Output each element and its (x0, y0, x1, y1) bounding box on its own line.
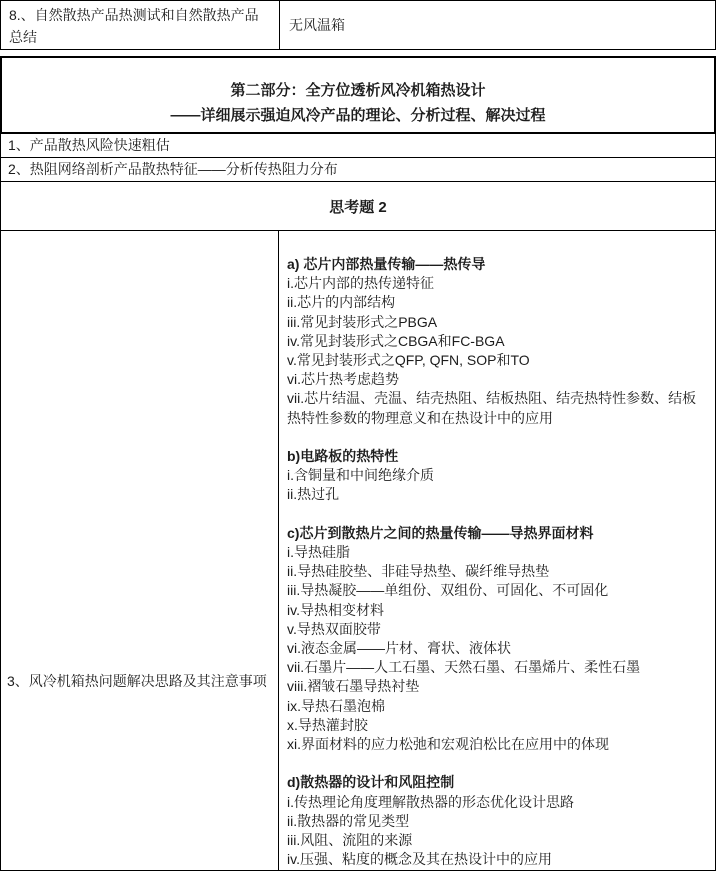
blank-line (287, 754, 707, 773)
outline-item: viii.褶皱石墨导热衬垫 (287, 678, 420, 695)
outline-item: i.含铜量和中间绝缘介质 (287, 467, 434, 484)
main-topic-cell (1, 231, 279, 870)
outline-item: vi.液态金属——片材、膏状、液体状 (287, 640, 511, 657)
outline-section-heading: a) 芯片内部热量传输——热传导 (287, 256, 486, 272)
part2-header (0, 56, 716, 134)
outline-item: v.导热双面胶带 (287, 620, 381, 637)
outline-item: vii.芯片结温、壳温、结壳热阻、结板热阻、结壳热特性参数、结板热特性参数的物理意义和在热设计中的应用 (287, 390, 697, 426)
topic-cell (1, 1, 280, 49)
blank-line (287, 505, 707, 524)
part2-title: 第二部分：全方位透析风冷机箱热设计 (230, 82, 486, 99)
outline-item: iii.导热凝胶——单组份、双组份、可固化、不可固化 (287, 582, 609, 599)
outline-item: xi.界面材料的应力松弛和宏观泊松比在应用中的体现 (287, 736, 609, 753)
outline-item: vi.芯片热考虑趋势 (287, 371, 399, 388)
outline-item: iv.导热相变材料 (287, 601, 384, 618)
equipment-cell (280, 1, 715, 49)
outline-item: ix.导热石墨泡棉 (287, 697, 385, 714)
outline-section-heading: b)电路板的热特性 (287, 448, 399, 465)
outline-item: i.传热理论角度理解散热器的形态优化设计思路 (287, 793, 574, 810)
outline-item: vii.石墨片——人工石墨、天然石墨、石墨烯片、柔性石墨 (287, 659, 641, 676)
outline-cell (279, 231, 715, 870)
outline-item: v.常见封装形式之QFP, QFN, SOP和TO (287, 352, 530, 369)
blank-line (287, 428, 707, 447)
outline-section-heading: c)芯片到散热片之间的热量传输——导热界面材料 (287, 524, 594, 541)
part2-subtitle: ——详细展示强迫风冷产品的理论、分析过程、解决过程 (170, 107, 546, 124)
table-row-natural-cooling (0, 0, 716, 50)
outline-item: iv.压强、粘度的概念及其在热设计中的应用 (287, 851, 552, 868)
main-row (0, 231, 716, 871)
equipment-text: 无风温箱 (289, 17, 345, 33)
outline-item: x.导热灌封胶 (287, 716, 368, 733)
outline-item: iii.风阻、流阻的来源 (287, 832, 413, 849)
outline-item: iii.常见封装形式之PBGA (287, 313, 438, 330)
main-topic-text: 3、风冷机箱热问题解决思路及其注意事项 (7, 673, 267, 689)
outline-item: ii.热过孔 (287, 486, 340, 503)
outline-item: i.芯片内部的热传递特征 (287, 275, 434, 292)
outline-item: i.导热硅脂 (287, 544, 350, 561)
outline-section-heading: d)散热器的设计和风阻控制 (287, 774, 455, 791)
outline-item: iv.常见封装形式之CBGA和FC-BGA (287, 332, 505, 349)
outline-item: ii.导热硅胶垫、非硅导热垫、碳纤维导热垫 (287, 563, 550, 580)
topic-text: 8.、自然散热产品热测试和自然散热产品总结 (9, 7, 259, 45)
exercise-row (0, 182, 716, 231)
row-risk-estimate: 1、产品散热风险快速粗估 (0, 134, 716, 158)
outline-item: ii.芯片的内部结构 (287, 294, 396, 311)
exercise-text: 思考题 2 (329, 198, 387, 216)
outline-item: ii.散热器的常见类型 (287, 812, 410, 829)
row-thermal-network: 2、热阻网络剖析产品散热特征——分析传热阻力分布 (0, 158, 716, 182)
